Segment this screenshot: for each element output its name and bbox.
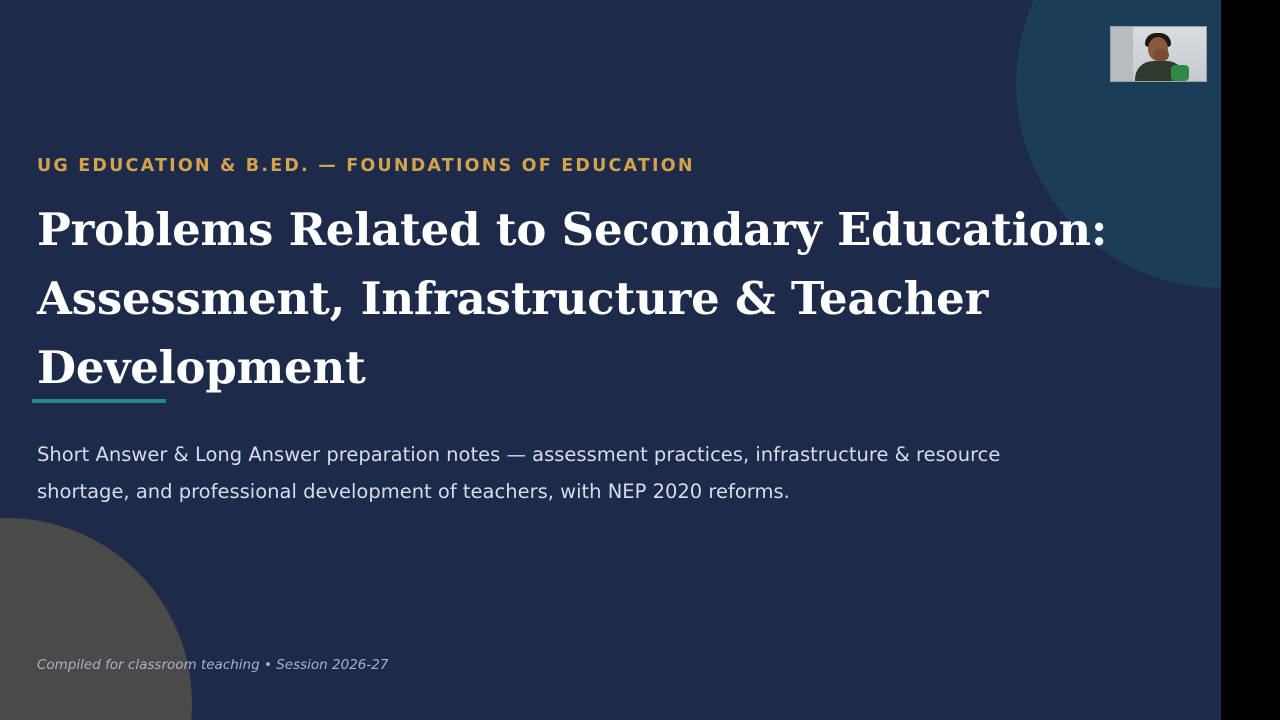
- decorative-circle-bottom-left: [0, 518, 192, 720]
- presenter-webcam-thumbnail[interactable]: [1110, 26, 1207, 82]
- presenter-scarf: [1171, 65, 1189, 81]
- slide-title-line-3: Development: [37, 341, 366, 394]
- slide-subtitle: [37, 436, 1097, 510]
- slide-footer: Compiled for classroom teaching • Session 2026-27: [37, 657, 389, 673]
- slide-subtitle-line-2: shortage, and professional development of teachers, with NEP 2020 reforms.: [37, 480, 790, 503]
- presenter-hand: [1153, 49, 1169, 61]
- slide-title: [37, 195, 1157, 402]
- slide-eyebrow: UG EDUCATION & B.ED. — FOUNDATIONS OF EDUCATION: [37, 156, 695, 176]
- slide-title-line-2: Assessment, Infrastructure & Teacher: [37, 272, 989, 325]
- slide-subtitle-line-1: Short Answer & Long Answer preparation notes — assessment practices, infrastructure & resource: [37, 443, 1001, 466]
- screen-side-bar: [1221, 0, 1280, 720]
- slide-title-line-1: Problems Related to Secondary Education:: [37, 203, 1108, 256]
- title-accent-underline: [32, 399, 166, 403]
